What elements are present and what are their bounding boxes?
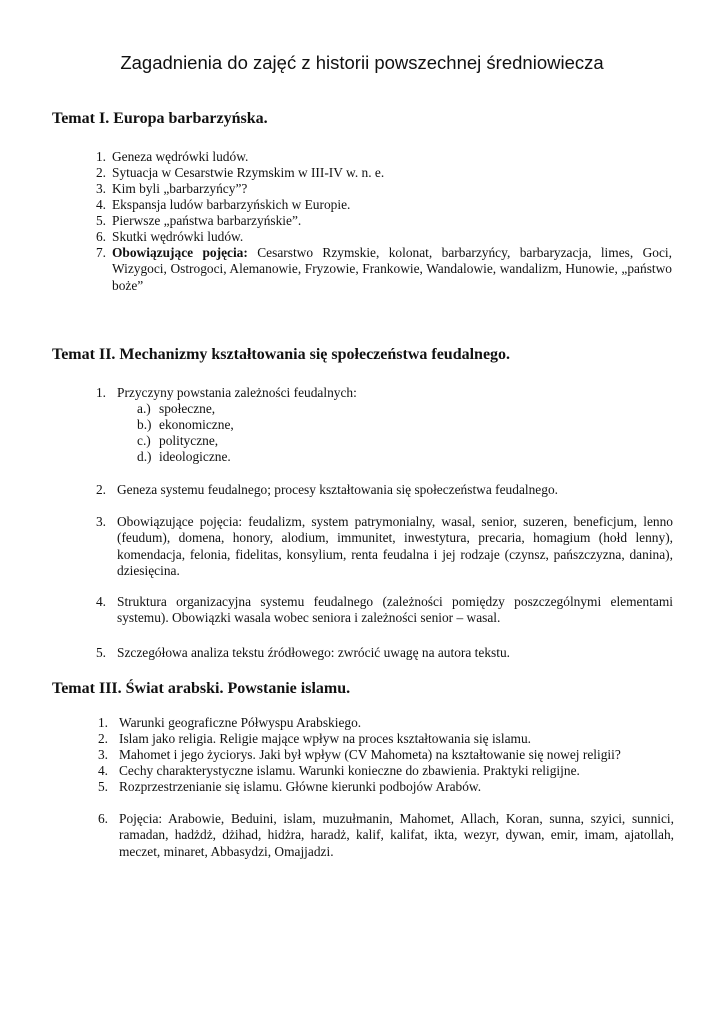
item-text: Mahomet i jego życiorys. Jaki był wpływ (CV Mahometa) na kształtowanie się nowej religii?	[119, 747, 621, 762]
item-number: 1.	[97, 715, 108, 730]
item-number: 7.	[95, 245, 106, 260]
item-number: 5.	[95, 213, 106, 228]
item-number: 4.	[97, 763, 108, 778]
item-text: Ekspansja ludów barbarzyńskich w Europie.	[112, 197, 351, 212]
item-text: Warunki geograficzne Półwyspu Arabskiego.	[119, 715, 362, 730]
sub-item	[137, 449, 231, 465]
item-text: Pojęcia: Arabowie, Beduini, islam, muzułmanin, Mahomet, Allach, Koran, sunna, szyici, sunnici, ramadan, hadżdż, dżihad, hidżra, haradż, kalif, kalifat, ikta, wezyr, dywan, emir, imam, ajatollah, meczet, minaret, Abbasydzi, Omajjadzi.	[119, 811, 674, 859]
item-number: 1.	[95, 149, 106, 164]
item-text-rest: Cesarstwo Rzymskie, kolonat, barbarzyńcy, barbaryzacja, limes, Goci, Wizygoci, Ostrogoci, Alemanowie, Fryzowie, Frankowie, Wandalowie, wandalizm, Hunowie, „państwo boże”	[112, 245, 672, 293]
topic-3-heading: Temat III. Świat arabski. Powstanie islamu.	[52, 680, 351, 697]
item-text: Struktura organizacyjna systemu feudalnego (zależności pomiędzy poszczególnymi elementami systemu). Obowiązki wasala wobec seniora i zależności senior – wasal.	[117, 594, 673, 626]
item-text: Przyczyny powstania zależności feudalnych:	[117, 385, 357, 400]
item-number: 6.	[95, 229, 106, 244]
sub-item-text: społeczne,	[159, 401, 216, 416]
page-title: Zagadnienia do zajęć z historii powszechnej średniowiecza	[120, 52, 604, 73]
sub-item-letter: b.)	[137, 417, 152, 432]
item-text: Szczegółowa analiza tekstu źródłowego: zwrócić uwagę na autora tekstu.	[117, 645, 511, 660]
topic-1-heading: Temat I. Europa barbarzyńska.	[52, 110, 268, 127]
item-text: Cechy charakterystyczne islamu. Warunki konieczne do zbawienia. Praktyki religijne.	[119, 763, 580, 778]
sub-item-text: ideologiczne.	[159, 449, 231, 464]
item-text: Rozprzestrzenianie się islamu. Główne kierunki podbojów Arabów.	[119, 779, 482, 794]
sub-item	[137, 401, 215, 417]
item-text: Skutki wędrówki ludów.	[112, 229, 244, 244]
item-number: 5.	[95, 645, 106, 660]
topic-2-heading: Temat II. Mechanizmy kształtowania się społeczeństwa feudalnego.	[52, 346, 511, 363]
sub-item-letter: c.)	[137, 433, 151, 448]
item-number: 3.	[95, 181, 106, 196]
item-text: Islam jako religia. Religie mające wpływ na proces kształtowania się islamu.	[119, 731, 532, 746]
sub-item	[137, 417, 234, 433]
item-text: Sytuacja w Cesarstwie Rzymskim w III-IV w. n. e.	[112, 165, 385, 180]
item-number: 3.	[95, 514, 106, 529]
sub-item-letter: d.)	[137, 449, 152, 464]
item-text: Kim byli „barbarzyńcy”?	[112, 181, 248, 196]
sub-item-text: ekonomiczne,	[159, 417, 234, 432]
item-text: Geneza systemu feudalnego; procesy kształtowania się społeczeństwa feudalnego.	[117, 482, 558, 497]
item-number: 2.	[95, 165, 106, 180]
item-text: Pierwsze „państwa barbarzyńskie”.	[112, 213, 302, 228]
item-number: 2.	[95, 482, 106, 497]
item-text: Obowiązujące pojęcia: feudalizm, system patrymonialny, wasal, senior, suzeren, beneficjum, lenno (feudum), domena, honory, alodium, immunitet, inwestytura, precaria, homagium (hołd lenny), komendacja, felonia, fidelitas, konsylium, renta feudalna i jej rodzaje (czynsz, pańszczyzna, danina), dziesięcina.	[117, 514, 673, 579]
item-number: 1.	[95, 385, 106, 400]
sub-item	[137, 433, 218, 449]
item-number: 6.	[97, 811, 108, 826]
item-number: 3.	[97, 747, 108, 762]
item-number: 2.	[97, 731, 108, 746]
item-number: 4.	[95, 594, 106, 609]
item-bold-label: Obowiązujące pojęcia:	[112, 245, 248, 260]
sub-item-letter: a.)	[137, 401, 151, 416]
item-number: 5.	[97, 779, 108, 794]
item-text	[112, 245, 672, 294]
item-number: 4.	[95, 197, 106, 212]
sub-item-text: polityczne,	[159, 433, 219, 448]
item-text: Geneza wędrówki ludów.	[112, 149, 249, 164]
